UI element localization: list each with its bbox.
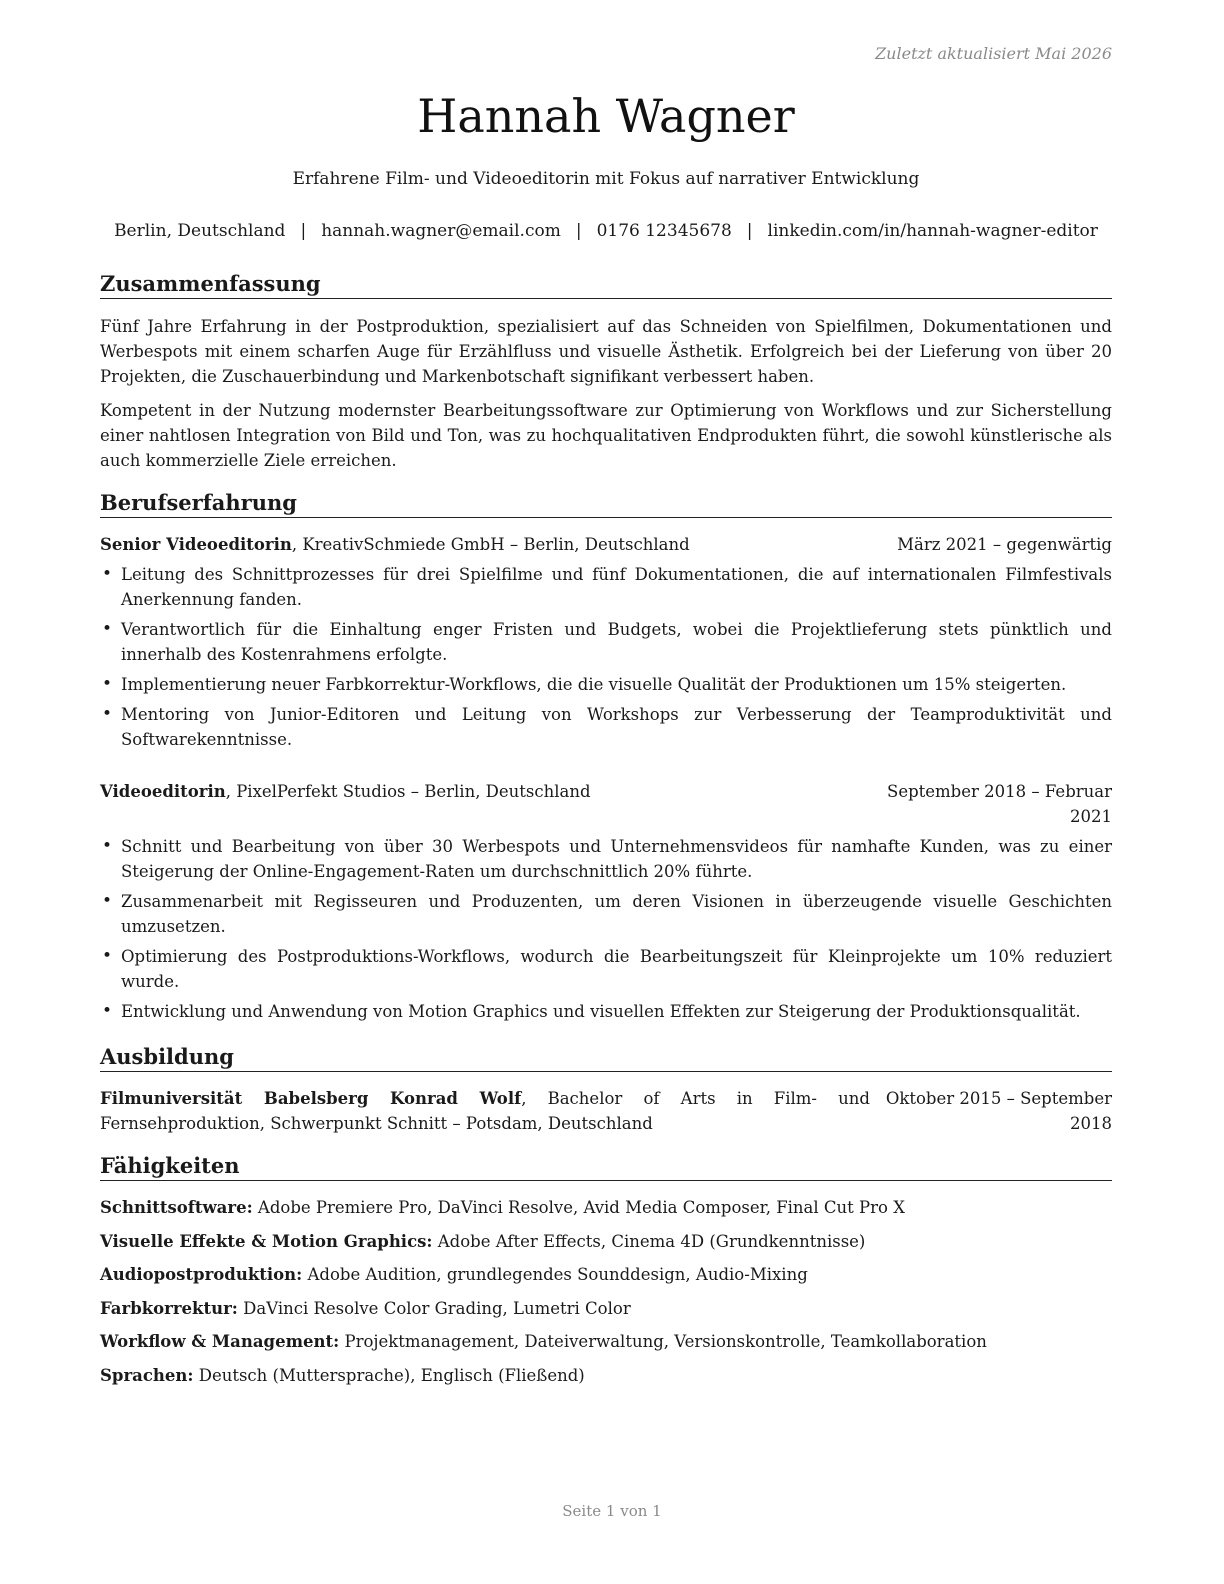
last-updated-note: Zuletzt aktualisiert Mai 2026 bbox=[875, 44, 1112, 63]
skill-row bbox=[100, 1195, 1112, 1220]
summary-paragraph: Kompetent in der Nutzung modernster Bearbeitungssoftware zur Optimierung von Workflows und zur Sicherstellung einer nahtlosen Integration von Bild und Ton, was zu hochqualitativen Endprodukten führt, die sowohl künstlerische als auch kommerzielle Ziele erreichen. bbox=[100, 401, 1112, 470]
skill-row bbox=[100, 1296, 1112, 1321]
education-school: Filmuniversität Babelsberg Konrad Wolf bbox=[100, 1089, 522, 1108]
skill-label: Workflow & Management: bbox=[100, 1332, 340, 1351]
skill-row bbox=[100, 1262, 1112, 1287]
skill-value: Adobe Audition, grundlegendes Sounddesign, Audio-Mixing bbox=[307, 1265, 808, 1284]
job-bullet: • Optimierung des Postproduktions-Workflows, wodurch die Bearbeitungszeit für Kleinprojekte um 10% reduziert wurde. bbox=[100, 944, 1112, 994]
contact-separator: | bbox=[300, 221, 307, 241]
skill-label: Farbkorrektur: bbox=[100, 1299, 238, 1318]
page-footer: Seite 1 von 1 bbox=[562, 1502, 662, 1520]
job-bullet-list bbox=[100, 562, 1112, 757]
contact-line bbox=[100, 218, 1112, 244]
job-bullet: • Leitung des Schnittprozesses für drei Spielfilme und fünf Dokumentationen, die auf internationalen Filmfestivals Anerkennung fanden. bbox=[100, 562, 1112, 612]
section-heading-education: Ausbildung bbox=[100, 1043, 1112, 1072]
section-heading-experience: Berufserfahrung bbox=[100, 489, 1112, 518]
skill-label: Sprachen: bbox=[100, 1366, 194, 1385]
skill-label: Audiopostproduktion: bbox=[100, 1265, 303, 1284]
section-heading-skills: Fähigkeiten bbox=[100, 1152, 1112, 1181]
job-company: , KreativSchmiede GmbH – Berlin, Deutschland bbox=[291, 535, 690, 554]
contact-location: Berlin, Deutschland bbox=[114, 221, 286, 241]
job-bullet: • Entwicklung und Anwendung von Motion Graphics und visuellen Effekten zur Steigerung der Produktionsqualität. bbox=[100, 999, 1112, 1024]
skill-row bbox=[100, 1229, 1112, 1254]
education-degree: , Bachelor of Arts in Film- und Fernsehproduktion, Schwerpunkt Schnitt – Potsdam, Deutschland bbox=[100, 1089, 870, 1133]
candidate-tagline: Erfahrene Film- und Videoeditorin mit Fokus auf narrativer Entwicklung bbox=[292, 169, 920, 189]
job-bullet: • Schnitt und Bearbeitung von über 30 Werbespots und Unternehmensvideos für namhafte Kunden, was zu einer Steigerung der Online-Engagement-Raten um durchschnittlich 20% führte. bbox=[100, 834, 1112, 884]
skill-row bbox=[100, 1363, 1112, 1388]
section-heading-summary: Zusammenfassung bbox=[100, 270, 1112, 299]
job-title: Videoeditorin bbox=[100, 782, 226, 801]
job-bullet: • Mentoring von Junior-Editoren und Leitung von Workshops zur Verbesserung der Teamproduktivität und Softwarekenntnisse. bbox=[100, 702, 1112, 752]
skill-row bbox=[100, 1329, 1112, 1354]
job-header bbox=[100, 532, 1112, 557]
education-entry bbox=[100, 1086, 1112, 1136]
job-title: Senior Videoeditorin bbox=[100, 535, 292, 554]
education-dates: Oktober 2015 – September 2018 bbox=[885, 1089, 1112, 1133]
job-dates: September 2018 – Februar 2021 bbox=[887, 782, 1112, 826]
contact-email[interactable]: hannah.wagner@email.com bbox=[321, 221, 561, 241]
skill-value: Projektmanagement, Dateiverwaltung, Versionskontrolle, Teamkollaboration bbox=[344, 1332, 987, 1351]
contact-phone: 0176 12345678 bbox=[596, 221, 732, 241]
contact-linkedin[interactable]: linkedin.com/in/hannah-wagner-editor bbox=[767, 221, 1098, 241]
summary-paragraph: Fünf Jahre Erfahrung in der Postproduktion, spezialisiert auf das Schneiden von Spielfilmen, Dokumentationen und Werbespots mit einem scharfen Auge für Erzählfluss und visuelle Ästhetik. Erfolgreich bei der Lieferung von über 20 Projekten, die Zuschauerbindung und Markenbotschaft signifikant verbessert haben. bbox=[100, 317, 1112, 386]
job-bullet: • Zusammenarbeit mit Regisseuren und Produzenten, um deren Visionen in überzeugende visuelle Geschichten umzusetzen. bbox=[100, 889, 1112, 939]
job-bullet: • Implementierung neuer Farbkorrektur-Workflows, die die visuelle Qualität der Produktionen um 15% steigerten. bbox=[100, 672, 1112, 697]
skill-value: Adobe Premiere Pro, DaVinci Resolve, Avid Media Composer, Final Cut Pro X bbox=[257, 1198, 905, 1217]
skill-label: Schnittsoftware: bbox=[100, 1198, 253, 1217]
education-description bbox=[100, 1086, 870, 1136]
skill-value: DaVinci Resolve Color Grading, Lumetri Color bbox=[243, 1299, 631, 1318]
contact-separator: | bbox=[746, 221, 753, 241]
contact-separator: | bbox=[575, 221, 582, 241]
job-dates: März 2021 – gegenwärtig bbox=[897, 535, 1112, 554]
job-bullet: • Verantwortlich für die Einhaltung enger Fristen und Budgets, wobei die Projektlieferung stets pünktlich und innerhalb des Kostenrahmens erfolgte. bbox=[100, 617, 1112, 667]
skill-value: Adobe After Effects, Cinema 4D (Grundkenntnisse) bbox=[437, 1232, 866, 1251]
candidate-name: Hannah Wagner bbox=[417, 89, 795, 143]
skill-value: Deutsch (Muttersprache), Englisch (Fließend) bbox=[198, 1366, 585, 1385]
job-bullet-list bbox=[100, 834, 1112, 1029]
skill-label: Visuelle Effekte & Motion Graphics: bbox=[100, 1232, 433, 1251]
job-company: , PixelPerfekt Studios – Berlin, Deutschland bbox=[225, 782, 591, 801]
job-header bbox=[100, 779, 1112, 826]
